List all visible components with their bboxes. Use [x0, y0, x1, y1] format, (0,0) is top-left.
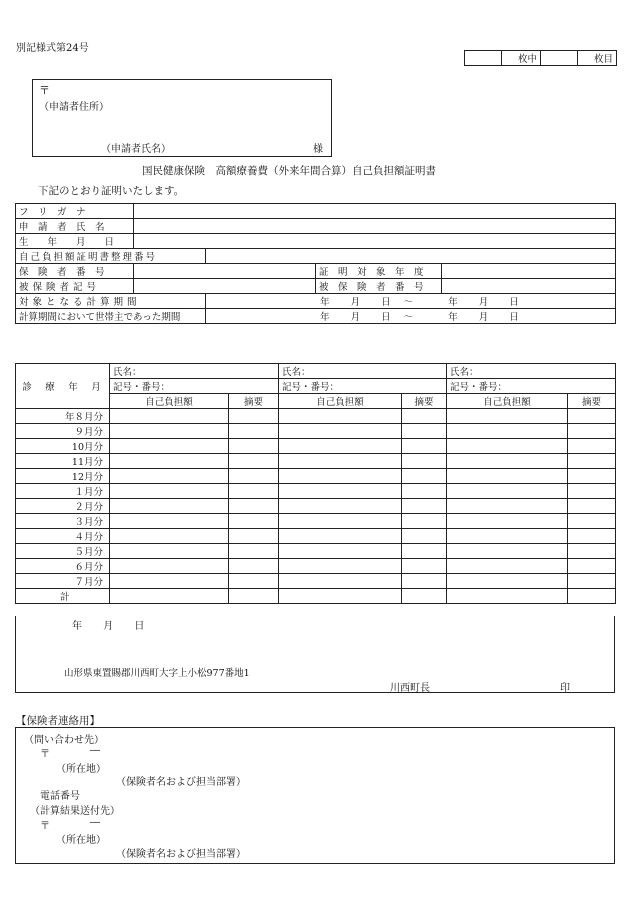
- issue-date-day: 日: [134, 621, 145, 632]
- remarks-cell[interactable]: [229, 529, 279, 544]
- remarks-cell[interactable]: [568, 484, 616, 499]
- amount-cell[interactable]: [279, 529, 402, 544]
- remarks-cell[interactable]: [568, 409, 616, 424]
- label-insurer-number: 保 険 者 番 号: [16, 264, 134, 279]
- amount-cell[interactable]: [279, 514, 402, 529]
- info-table: [15, 203, 616, 324]
- date-from-year: 年: [320, 312, 330, 323]
- postal-mark: 〒: [39, 84, 50, 97]
- amount-cell[interactable]: [279, 454, 402, 469]
- remarks-cell[interactable]: [229, 514, 279, 529]
- label-cert-year: 証 明 対 象 年 度: [316, 264, 442, 279]
- remarks-cell[interactable]: [229, 424, 279, 439]
- postal-mark-2: 〒: [40, 821, 50, 832]
- month-label: １月分: [16, 484, 110, 499]
- month-row: [16, 544, 616, 559]
- amount-cell[interactable]: [110, 454, 229, 469]
- month-row: [16, 499, 616, 514]
- issue-date: [72, 617, 144, 632]
- amount-cell[interactable]: [279, 544, 402, 559]
- remarks-cell[interactable]: [568, 439, 616, 454]
- date-to-day: 日: [509, 312, 519, 323]
- remarks-cell[interactable]: [402, 559, 447, 574]
- remarks-cell[interactable]: [229, 469, 279, 484]
- remarks-cell[interactable]: [229, 544, 279, 559]
- amount-header: 自己負担額: [279, 394, 402, 409]
- amount-cell[interactable]: [447, 499, 568, 514]
- applicant-address-label: （申請者住所）: [39, 102, 109, 113]
- issuer-address: 山形県東置賜郡川西町大字上小松977番地1: [64, 668, 250, 679]
- insurer-dept-label-2: （保険者名および担当部署）: [116, 849, 246, 860]
- month-row: [16, 454, 616, 469]
- amount-cell[interactable]: [279, 469, 402, 484]
- issue-date-year: 年: [72, 621, 82, 632]
- amount-header: 自己負担額: [447, 394, 568, 409]
- date-tilde: 〜: [403, 312, 414, 323]
- amount-cell[interactable]: [279, 409, 402, 424]
- remarks-cell[interactable]: [568, 559, 616, 574]
- person-3-symbol[interactable]: 記号・番号：: [447, 379, 616, 394]
- remarks-cell[interactable]: [402, 424, 447, 439]
- amount-cell[interactable]: [447, 424, 568, 439]
- month-row: [16, 424, 616, 439]
- amount-cell[interactable]: [110, 529, 229, 544]
- date-to-month: 月: [478, 312, 489, 323]
- remarks-cell[interactable]: [402, 409, 447, 424]
- person-3-name[interactable]: 氏名：: [447, 364, 616, 379]
- remarks-cell[interactable]: [568, 574, 616, 589]
- label-birth-date: 生 年 月 日: [16, 234, 134, 249]
- date-to-year: 年: [448, 297, 458, 308]
- month-label: ２月分: [16, 499, 110, 514]
- amount-cell[interactable]: [110, 544, 229, 559]
- month-label: 年８月分: [16, 409, 110, 424]
- month-label: 10月分: [16, 439, 110, 454]
- remarks-cell[interactable]: [568, 469, 616, 484]
- remarks-header: 摘要: [229, 394, 279, 409]
- remarks-cell[interactable]: [229, 574, 279, 589]
- date-to-month: 月: [478, 297, 489, 308]
- remarks-cell[interactable]: [568, 499, 616, 514]
- amount-cell[interactable]: [110, 559, 229, 574]
- amount-cell[interactable]: [110, 439, 229, 454]
- label-applicant-name: 申 請 者 氏 名: [16, 219, 134, 234]
- field-cert-year[interactable]: [442, 264, 616, 279]
- amount-cell[interactable]: [447, 529, 568, 544]
- person-1-symbol[interactable]: 記号・番号：: [110, 379, 279, 394]
- amount-cell[interactable]: [110, 499, 229, 514]
- remarks-cell[interactable]: [568, 589, 616, 604]
- sheet-current-suffix: 枚目: [578, 51, 617, 66]
- amount-cell[interactable]: [279, 559, 402, 574]
- row-calc-period: [16, 294, 616, 309]
- sheet-current-field[interactable]: [541, 51, 578, 66]
- date-from-month: 月: [350, 312, 361, 323]
- remarks-cell[interactable]: [568, 454, 616, 469]
- date-tilde: 〜: [403, 297, 414, 308]
- remarks-cell[interactable]: [402, 589, 447, 604]
- amount-cell[interactable]: [110, 574, 229, 589]
- amount-cell[interactable]: [110, 469, 229, 484]
- honorific: 様: [313, 144, 323, 155]
- intro-text: 下記のとおり証明いたします。: [38, 185, 185, 197]
- amount-cell[interactable]: [279, 439, 402, 454]
- amount-cell[interactable]: [110, 589, 229, 604]
- contact-section-title: 【保険者連絡用】: [16, 715, 100, 727]
- result-dest-label: （計算結果送付先）: [30, 806, 120, 817]
- issuer-mayor: 川西町長: [390, 683, 430, 694]
- remarks-cell[interactable]: [229, 439, 279, 454]
- amount-cell[interactable]: [110, 514, 229, 529]
- header-row-name: [16, 364, 616, 379]
- label-period: 診 療 年 月: [16, 364, 110, 409]
- amount-cell[interactable]: [279, 424, 402, 439]
- amount-cell[interactable]: [447, 514, 568, 529]
- location-label: （所在地）: [56, 764, 106, 775]
- month-label: 11月分: [16, 454, 110, 469]
- row-insurer-number: [16, 264, 616, 279]
- month-row: [16, 559, 616, 574]
- remarks-cell[interactable]: [229, 409, 279, 424]
- amount-cell[interactable]: [110, 409, 229, 424]
- amount-cell[interactable]: [447, 439, 568, 454]
- date-to-year: 年: [448, 312, 458, 323]
- month-row: [16, 529, 616, 544]
- remarks-header: 摘要: [402, 394, 447, 409]
- amount-cell[interactable]: [279, 499, 402, 514]
- month-row: [16, 574, 616, 589]
- sheet-total-suffix: 枚中: [502, 51, 541, 66]
- applicant-name-label: （申請者氏名）: [101, 144, 171, 155]
- issuer-box: [15, 616, 615, 693]
- issue-date-month: 月: [103, 621, 114, 632]
- label-insured-number: 被 保 険 者 番 号: [316, 279, 442, 294]
- remarks-cell[interactable]: [568, 514, 616, 529]
- amount-cell[interactable]: [447, 589, 568, 604]
- document-title: 国民健康保険 高額療養費（外来年間合算）自己負担額証明書: [142, 165, 436, 177]
- person-1-name[interactable]: 氏名：: [110, 364, 279, 379]
- remarks-cell[interactable]: [229, 589, 279, 604]
- remarks-cell[interactable]: [402, 454, 447, 469]
- amount-cell[interactable]: [110, 484, 229, 499]
- remarks-cell[interactable]: [229, 559, 279, 574]
- label-head-period: 計算期間において世帯主であった期間: [16, 309, 206, 324]
- amount-cell[interactable]: [447, 544, 568, 559]
- sheet-count-box: [464, 50, 617, 66]
- amount-cell[interactable]: [447, 454, 568, 469]
- date-from-month: 月: [350, 297, 361, 308]
- field-insured-symbol[interactable]: [134, 279, 316, 294]
- remarks-cell[interactable]: [568, 424, 616, 439]
- field-calc-period[interactable]: [206, 294, 616, 309]
- remarks-cell[interactable]: [402, 484, 447, 499]
- amount-cell[interactable]: [447, 559, 568, 574]
- remarks-cell[interactable]: [402, 574, 447, 589]
- date-from-day: 日: [381, 297, 391, 308]
- inquiry-label: （問い合わせ先）: [24, 735, 104, 746]
- amount-cell[interactable]: [447, 484, 568, 499]
- field-head-period[interactable]: [206, 309, 616, 324]
- month-label: ４月分: [16, 529, 110, 544]
- remarks-cell[interactable]: [402, 499, 447, 514]
- label-insured-symbol: 被保険者記号: [16, 279, 134, 294]
- remarks-cell[interactable]: [229, 484, 279, 499]
- location-label-2: （所在地）: [56, 835, 106, 846]
- month-label: ９月分: [16, 424, 110, 439]
- label-cert-number: 自己負担額証明書整理番号: [16, 249, 206, 264]
- remarks-cell[interactable]: [568, 529, 616, 544]
- amount-cell[interactable]: [110, 424, 229, 439]
- date-from-day: 日: [381, 312, 391, 323]
- row-cert-number: [16, 249, 616, 264]
- month-label: ７月分: [16, 574, 110, 589]
- month-label: 12月分: [16, 469, 110, 484]
- remarks-cell[interactable]: [229, 499, 279, 514]
- remarks-cell[interactable]: [229, 454, 279, 469]
- row-insured-number: [16, 279, 616, 294]
- postal-mark: 〒: [40, 749, 50, 760]
- field-birth-date[interactable]: [134, 234, 616, 249]
- remarks-header: 摘要: [568, 394, 616, 409]
- remarks-cell[interactable]: [402, 469, 447, 484]
- postal-dash: ―: [90, 745, 100, 756]
- amount-cell[interactable]: [279, 484, 402, 499]
- remarks-cell[interactable]: [568, 544, 616, 559]
- field-cert-number[interactable]: [206, 249, 616, 264]
- total-label: 計: [16, 589, 110, 604]
- month-label: ３月分: [16, 514, 110, 529]
- month-row: [16, 514, 616, 529]
- row-furigana: [16, 204, 616, 219]
- remarks-cell[interactable]: [402, 514, 447, 529]
- amount-header: 自己負担額: [110, 394, 229, 409]
- row-birth-date: [16, 234, 616, 249]
- person-2-symbol[interactable]: 記号・番号：: [279, 379, 447, 394]
- remarks-cell[interactable]: [402, 529, 447, 544]
- main-table: [15, 363, 616, 604]
- person-2-name[interactable]: 氏名：: [279, 364, 447, 379]
- phone-label: 電話番号: [40, 791, 80, 802]
- date-from-year: 年: [320, 297, 330, 308]
- amount-cell[interactable]: [279, 574, 402, 589]
- month-row: [16, 409, 616, 424]
- date-to-day: 日: [509, 297, 519, 308]
- field-insured-number[interactable]: [442, 279, 616, 294]
- contact-box: [15, 727, 615, 864]
- insurer-dept-label: （保険者名および担当部署）: [116, 777, 246, 788]
- row-applicant-name: [16, 219, 616, 234]
- sheet-total-field[interactable]: [465, 51, 502, 66]
- total-row: [16, 589, 616, 604]
- remarks-cell[interactable]: [402, 544, 447, 559]
- label-calc-period: 対象となる計算期間: [16, 294, 206, 309]
- form-number: 別記様式第24号: [16, 43, 89, 54]
- month-label: ５月分: [16, 544, 110, 559]
- amount-cell[interactable]: [447, 574, 568, 589]
- field-applicant-name[interactable]: [134, 219, 616, 234]
- amount-cell[interactable]: [279, 589, 402, 604]
- month-label: ６月分: [16, 559, 110, 574]
- address-box: [32, 79, 332, 157]
- row-head-period: [16, 309, 616, 324]
- seal-mark: 印: [560, 683, 570, 694]
- amount-cell[interactable]: [447, 469, 568, 484]
- field-insurer-number[interactable]: [134, 264, 316, 279]
- amount-cell[interactable]: [447, 409, 568, 424]
- postal-dash-2: ―: [90, 817, 100, 828]
- month-row: [16, 469, 616, 484]
- month-row: [16, 439, 616, 454]
- remarks-cell[interactable]: [402, 439, 447, 454]
- field-furigana[interactable]: [134, 204, 616, 219]
- label-furigana: フ リ ガ ナ: [16, 204, 134, 219]
- month-row: [16, 484, 616, 499]
